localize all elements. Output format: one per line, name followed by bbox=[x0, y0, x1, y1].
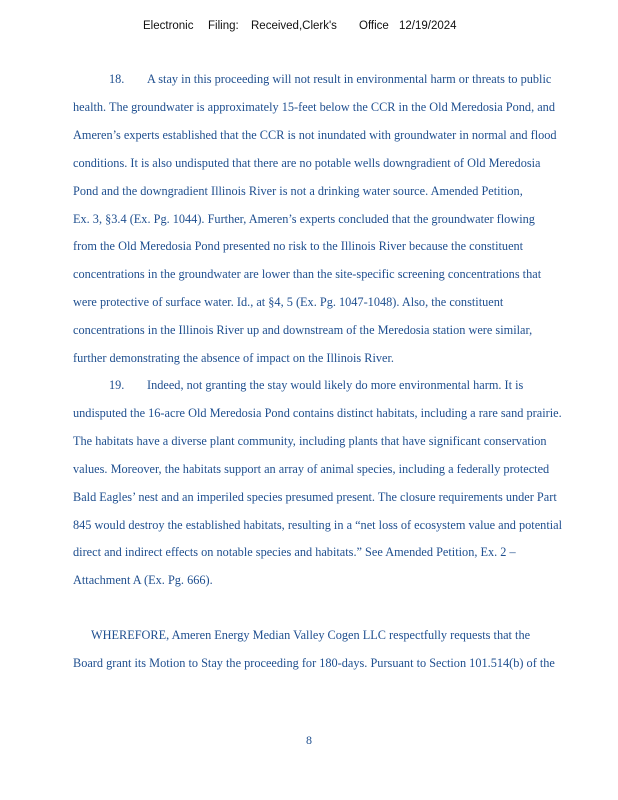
header-electronic: Electronic bbox=[143, 20, 194, 32]
paragraph-line: Bald Eagles’ nest and an imperiled species presumed present. The closure requirements under Part bbox=[73, 489, 557, 504]
paragraph-line: concentrations in the groundwater are lower than the site-specific screening concentrations that bbox=[73, 267, 542, 282]
paragraph-line: 845 would destroy the established habitats, resulting in a “net loss of ecosystem value and potential bbox=[73, 517, 563, 532]
paragraph-line: The habitats have a diverse plant community, including plants that have significant conservation bbox=[73, 433, 547, 448]
paragraph-number: 18. bbox=[109, 72, 125, 86]
paragraph-line: direct and indirect effects on notable species and habitats.” See Amended Petition, Ex. 2 – bbox=[73, 545, 516, 560]
paragraph-19 bbox=[73, 372, 613, 595]
paragraph-line: further demonstrating the absence of impact on the Illinois River. bbox=[73, 351, 394, 366]
page-number: 8 bbox=[306, 733, 312, 747]
paragraph-line: conditions. It is also undisputed that there are no potable wells downgradient of Old Meredosia bbox=[73, 155, 541, 170]
paragraph-18 bbox=[73, 66, 613, 373]
wherefore-paragraph bbox=[73, 622, 613, 678]
paragraph-line: values. Moreover, the habitats support an array of animal species, including a federally protected bbox=[73, 461, 550, 476]
paragraph-line: Ex. 3, §3.4 (Ex. Pg. 1044). Further, Ameren’s experts concluded that the groundwater flowing bbox=[73, 211, 535, 226]
paragraph-line: Ameren’s experts established that the CCR is not inundated with groundwater in normal and flood bbox=[73, 127, 557, 142]
header-received: Received,Clerk's bbox=[251, 20, 337, 32]
paragraph-line: concentrations in the Illinois River up and downstream of the Meredosia station were similar, bbox=[73, 323, 533, 338]
paragraph-line: 18. A stay in this proceeding will not result in environmental harm or threats to public bbox=[73, 66, 613, 94]
paragraph-line: Pond and the downgradient Illinois River is not a drinking water source. Amended Petition, bbox=[73, 183, 523, 198]
paragraph-line: undisputed the 16-acre Old Meredosia Pond contains distinct habitats, including a rare sand prairie. bbox=[73, 405, 562, 420]
header-date: 12/19/2024 bbox=[399, 20, 457, 32]
paragraph-line: Board grant its Motion to Stay the proceeding for 180-days. Pursuant to Section 101.514(b) of the bbox=[73, 655, 555, 670]
paragraph-line: 19. Indeed, not granting the stay would likely do more environmental harm. It is bbox=[73, 372, 613, 400]
header-office: Office bbox=[359, 20, 389, 32]
paragraph-number: 19. bbox=[109, 378, 125, 392]
paragraph-line: Attachment A (Ex. Pg. 666). bbox=[73, 573, 213, 588]
paragraph-line: WHEREFORE, Ameren Energy Median Valley Cogen LLC respectfully requests that the bbox=[91, 628, 531, 642]
paragraph-line: health. The groundwater is approximately 15-feet below the CCR in the Old Meredosia Pond, and bbox=[73, 99, 555, 114]
paragraph-line: were protective of surface water. Id., at §4, 5 (Ex. Pg. 1047-1048). Also, the constituent bbox=[73, 295, 504, 310]
header-filing: Filing: bbox=[208, 20, 239, 32]
paragraph-line: from the Old Meredosia Pond presented no risk to the Illinois River because the constituent bbox=[73, 239, 524, 254]
